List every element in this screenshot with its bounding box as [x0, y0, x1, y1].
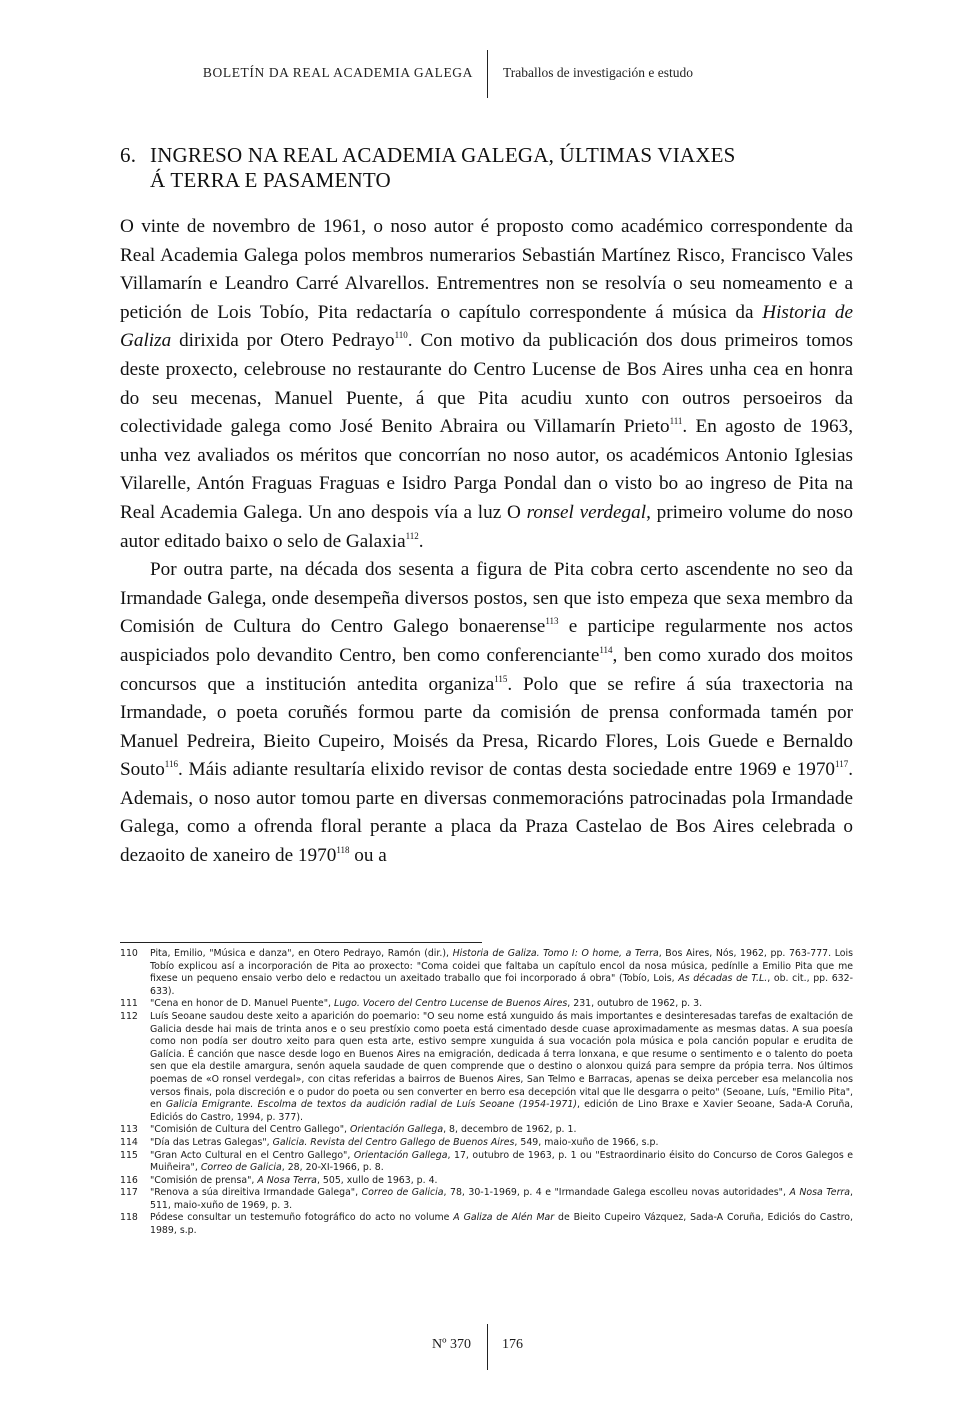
footnote-text: "Renova a súa direitiva Irmandade Galega",	[150, 1187, 362, 1199]
footnote-reference: 113	[545, 616, 559, 627]
footnote-number: 113	[120, 1124, 138, 1136]
paragraph-text: , primeiro volume do noso autor editado baixo o selo de Galaxia	[120, 501, 853, 552]
paragraph-text: . Máis adiante resultaría elixido revisor de contas desta sociedade entre 1969 e 1970	[177, 759, 836, 781]
footnote-text: , 511, maio-xuño de 1969, p. 3.	[150, 1187, 854, 1211]
footnote	[120, 1124, 853, 1137]
footnote-number: 112	[120, 1010, 138, 1022]
footnote	[120, 1011, 853, 1124]
footnote-italic-title: As décadas de T.L.	[678, 973, 768, 985]
header-divider	[487, 50, 488, 98]
footnote-text: de Bieito Cupeiro Vázquez, Sada-A Coruña, Ediciós do Castro, 1989, s.p.	[150, 1212, 854, 1237]
footnote-italic-title: Lugo. Vocero del Centro Lucense de Buenos Aires	[333, 998, 568, 1010]
footnote-text: "Gran Acto Cultural en el Centro Gallego",	[150, 1149, 354, 1161]
section-title-line-2: Á TERRA E PASAMENTO	[150, 168, 391, 192]
paragraph-text: Por outra parte, na década dos sesenta a figura de Pita cobra certo ascendente no seo da Irmandade Galega, onde desempeña diversos postos, sen que isto empeza que sexa membro da Comisión de Cultura do Centro Galego bonaerense	[120, 559, 853, 638]
paragraph-italic-title: Historia de Galiza	[120, 301, 853, 352]
footnote-italic-title: Galicia Emigrante. Escolma de textos da audición radial de Luís Seoane (1954-1971)	[165, 1099, 577, 1111]
footnote	[120, 1150, 853, 1175]
footnote-text: , 8, decembro de 1962, p. 1.	[443, 1124, 577, 1136]
footnote-italic-title: Correo de Galicia	[200, 1162, 282, 1174]
footnote-text: , 17, outubro de 1963, p. 1 ou "Estraordinario éisito do Concurso de Coros Galegos e Muiñeira",	[150, 1149, 853, 1174]
footnote-number: 110	[120, 948, 138, 959]
footnote-text: "Día das Letras Galegas",	[150, 1136, 273, 1148]
footnote-italic-title: Correo de Galicia	[361, 1187, 444, 1199]
footnote-reference: 110	[394, 330, 408, 341]
footnote-number: 118	[120, 1212, 138, 1224]
running-header	[0, 50, 975, 98]
footnote-text: Luís Seoane saudou deste xeito a aparición do poemario: "O seu nome está xunguido ás mais importantes e desinteresadas tarefas de exaltación de Galicia desde hai mais de trinta anos e o seu prestíxio como poeta está cimentado desde cuase aproximadamente as mesmas datas. A sua poesía como non podía ser doutro xeito para quen esta arte, estivo sempre xunguida á sua vocación pola música e pola canción popular e erudita de Galícia. É canción que nasce desde logo en Buenos Aires na emigración, dedicada á terra lonxana, e que resume o sentimento e o talento do poeta sen que ela destile amargura, senón aquela saudade de quen comprende que o destino o alonxou quizá para sempre da própia terra. Nos últimos poemas de «O ronsel verdegal», con citas referidas a bairros de Buenos Aires, San Telmo e Barracas, apenas se deixa perceber esa melancolia nos versos finais, pola discreción e o pudor do poeta ou sen converter en berro esa decepción vital que lle desgarra o peito" (Seoane, Luís, "Emilio Pita", en	[150, 1010, 853, 1111]
paragraph	[120, 556, 853, 871]
paragraph-text: . Con motivo da publicación dos dous primeiros tomos deste proxecto, celebrouse no restaurante do Centro Lucense de Bos Aires unha cea en honra do seu mecenas, Manuel Puente, á que Pita acudiu xunto con outros persoeiros da colectividade galega como José Benito Abraira ou Villamarín Prieto	[120, 330, 853, 438]
footnote-text: Pita, Emilio, "Música e danza", en Otero Pedrayo, Ramón (dir.),	[150, 948, 453, 959]
footnote-text: "Comisión de prensa",	[150, 1174, 258, 1186]
issue-number: Nº 370	[432, 1337, 471, 1352]
footnote-text: , 28, 20-XI-1966, p. 8.	[281, 1162, 384, 1174]
footnote-reference: 111	[669, 416, 683, 427]
footnote-reference: 116	[164, 759, 178, 770]
footnote-text: , 78, 30-1-1969, p. 4 e "Irmandade Galega escolleu novas autoridades",	[443, 1187, 790, 1199]
footnote-italic-title: Galicia. Revista del Centro Gallego de Buenos Aires	[272, 1136, 515, 1148]
footnote-number: 116	[120, 1174, 138, 1186]
footnote-text: , Bos Aires, Nós, 1962, pp. 763-777. Lois Tobío explicou así a incorporación de Pita ao proxecto: "Coma coidei que faltaba un capítulo encol da nosa música, pedínlle a Emilio Pita que me fixese un pequeno ensaio verbo delo e redactou un axeitado traballo que foi incorporado á obra" (Tobío, Lois,	[150, 948, 853, 985]
footnote-italic-title: A Galiza de Alén Mar	[453, 1212, 555, 1224]
footnote-italic-title: Historia de Galiza. Tomo I: O home, a Terra	[452, 948, 659, 959]
paragraph-text: dirixida por Otero Pedrayo	[171, 330, 395, 352]
paragraph-text: . Polo que se refire á súa traxectoria na Irmandade, o poeta coruñés formou parte da comisión de prensa conformada tamén por Manuel Pedreira, Bieito Cupeiro, Moisés da Presa, Ricardo Flores, Lois Guede e Bernaldo Souto	[120, 673, 854, 781]
paragraph-text: . Ademais, o noso autor tomou parte en diversas conmemoracións patrocinadas pola Irmandade Galega, como a ofrenda floral perante a placa da Praza Castelao de Bos Aires celebrada o dezaoito de xaneiro de 1970	[120, 759, 853, 867]
footnote	[120, 1212, 853, 1237]
footnote	[120, 998, 853, 1011]
footnote-separator	[120, 942, 482, 943]
footnote	[120, 1175, 853, 1188]
footnote-text: "Cena en honor de D. Manuel Puente",	[150, 998, 334, 1010]
footnote-number: 114	[120, 1136, 138, 1148]
footnote-italic-title: A Nosa Terra	[257, 1174, 317, 1186]
page-number: 176	[502, 1337, 523, 1352]
footer-divider	[487, 1324, 488, 1370]
footnote-reference: 112	[405, 530, 419, 541]
paragraph-text: . En agosto de 1963, unha vez avaliados os méritos que concorrían no noso autor, os académicos Antonio Iglesias Vilarelle, Antón Fraguas Fraguas e Isidro Parga Pondal dan o visto bo ao ingreso de Pita na Real Academia Galega. Un ano despois vía a luz O	[120, 416, 853, 523]
footnote-reference: 114	[599, 644, 613, 655]
journal-title: BOLETÍN DA REAL ACADEMIA GALEGA	[202, 65, 473, 80]
paragraph-text: , ben como xurado dos moitos concursos que a institución antedita organiza	[120, 644, 853, 695]
footnote-number: 111	[120, 998, 138, 1010]
footnote-reference: 115	[494, 673, 508, 684]
footnote-italic-title: Orientación Gallega	[353, 1149, 448, 1161]
footnote	[120, 1187, 853, 1212]
paragraph-italic-title: ronsel verdegal	[526, 501, 647, 523]
section-number: 6.	[120, 143, 137, 167]
footnote-text: , ob. cit., pp. 632-633).	[150, 973, 853, 997]
footnote-text: , 231, outubro de 1962, p. 3.	[567, 998, 703, 1010]
footnote-reference: 117	[835, 759, 849, 770]
footnote-text: Pódese consultar un testemuño fotográfico do acto no volume	[150, 1212, 454, 1224]
paragraph-text: ou a	[349, 845, 387, 867]
footnote-italic-title: A Nosa Terra	[789, 1187, 851, 1199]
footnote-text: , 549, maio-xuño de 1966, s.p.	[514, 1136, 659, 1148]
footnote-text: , 505, xullo de 1963, p. 4.	[316, 1174, 438, 1186]
footnote	[120, 1137, 853, 1150]
section-title-line-1: INGRESO NA REAL ACADEMIA GALEGA, ÚLTIMAS VIAXES	[150, 143, 736, 167]
paragraph-text: O vinte de novembro de 1961, o noso autor é proposto como académico correspondente da Real Academia Galega polos membros numerarios Sebastián Martínez Risco, Francisco Vales Villamarín e Leandro Carré Alvarellos. Entrementres non se resolvía o seu nomeamento e a petición de Lois Tobío, Pita redactaría o capítulo correspondente á música da	[120, 216, 853, 323]
body-text	[120, 213, 853, 871]
section-label: Traballos de investigación e estudo	[503, 65, 693, 80]
section-heading	[120, 143, 820, 193]
paragraph-text: .	[418, 530, 424, 552]
footnote-number: 115	[120, 1149, 138, 1161]
footnote-text: "Comisión de Cultura del Centro Gallego",	[150, 1124, 351, 1136]
page-footer	[0, 1324, 975, 1370]
footnotes	[120, 948, 853, 1238]
footnote-reference: 118	[336, 845, 350, 856]
paragraph	[120, 213, 853, 556]
footnote-number: 117	[120, 1187, 138, 1199]
footnote	[120, 948, 853, 998]
paragraph-text: e participe regularmente nos actos auspiciados polo devandito Centro, ben como conferenciante	[120, 616, 853, 666]
footnote-text: , edición de Lino Braxe e Xavier Seoane, Sada-A Coruña, Ediciós do Castro, 1994, p. 377).	[150, 1099, 854, 1123]
footnote-italic-title: Orientación Gallega	[350, 1124, 444, 1136]
